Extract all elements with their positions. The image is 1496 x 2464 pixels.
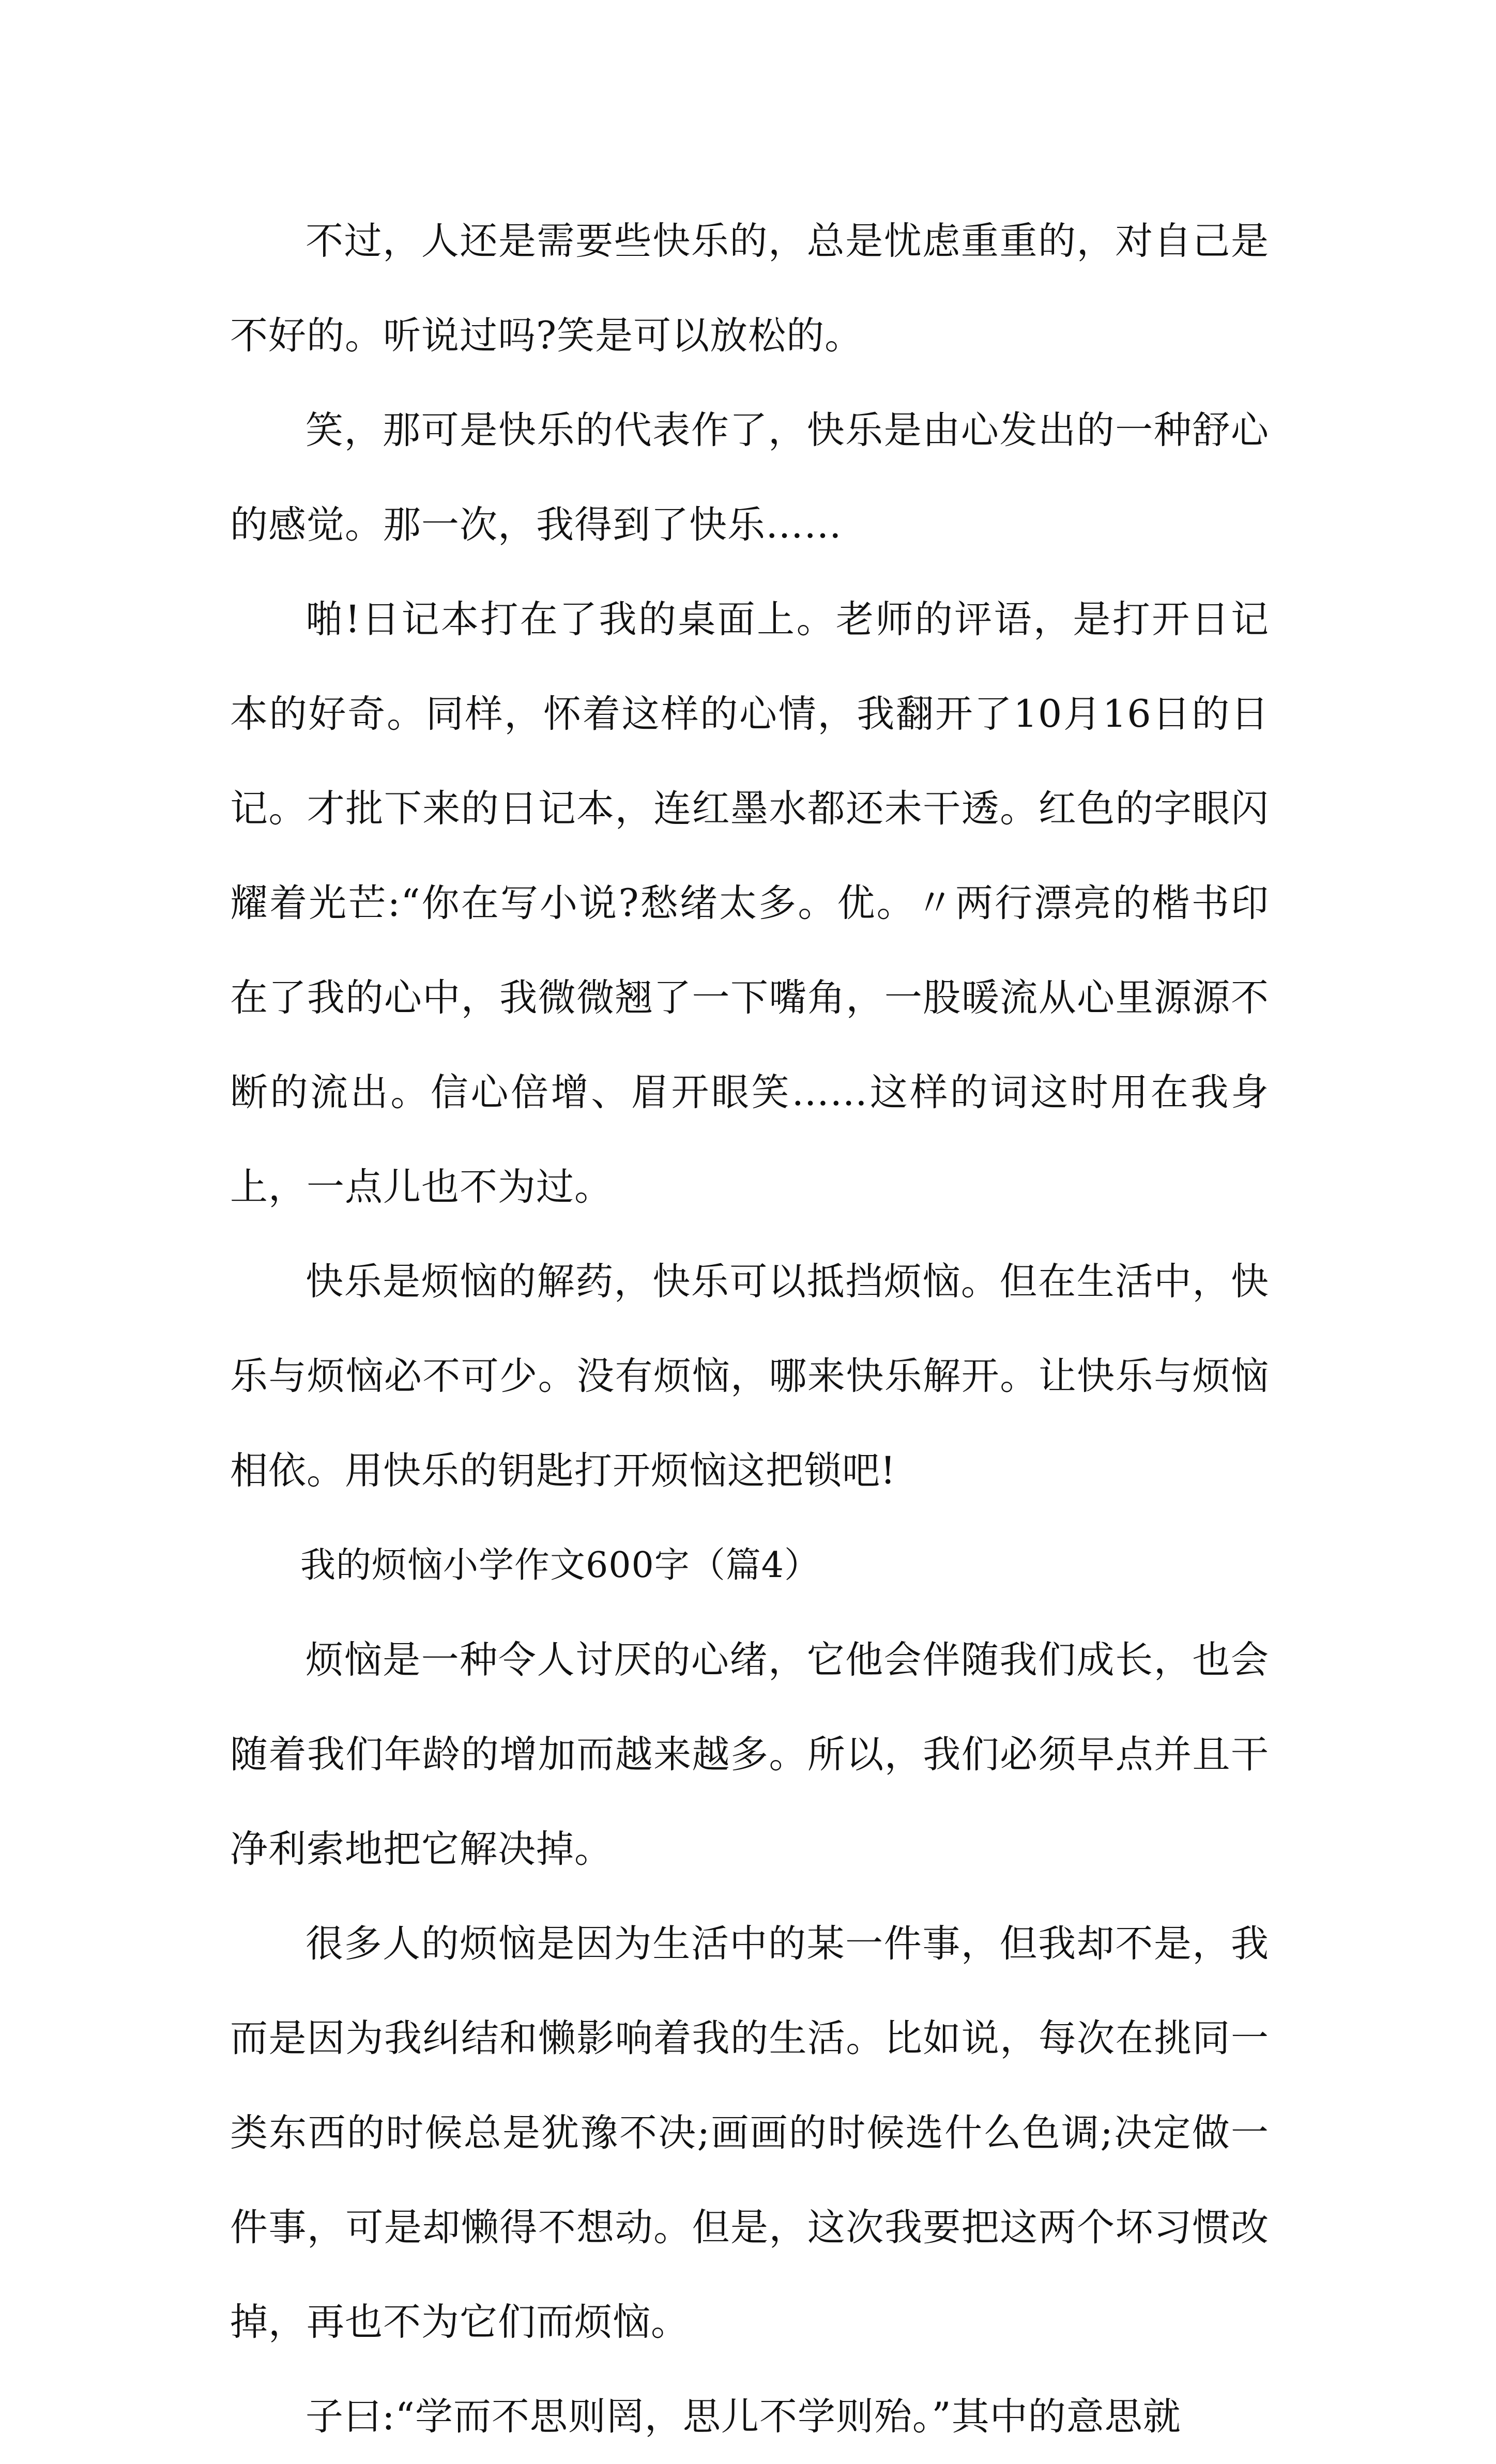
paragraph: 烦恼是一种令人讨厌的心绪，它他会伴随我们成长，也会随着我们年龄的增加而越来越多。所以，我们必须早点并且干净利索地把它解决掉。: [230, 1638, 1269, 1871]
paragraph: 很多人的烦恼是因为生活中的某一件事，但我却不是，我而是因为我纠结和懒影响着我的生活。比如说，每次在挑同一类东西的时候总是犹豫不决;画画的时候选什么色调;决定做一件事，可是却懒得不想动。但是，这次我要把这两个坏习惯改掉，再也不为它们而烦恼。: [230, 1922, 1269, 2344]
document-body: [230, 194, 1269, 2464]
paragraph: 子曰:“学而不思则罔，思儿不学则殆。”其中的意思就: [306, 2395, 1181, 2439]
paragraph: 啪!日记本打在了我的桌面上。老师的评语，是打开日记本的好奇。同样，怀着这样的心情，我翻开了10月16日的日记。才批下来的日记本，连红墨水都还未干透。红色的字眼闪耀着光芒:“你在写小说?愁绪太多。优。〃两行漂亮的楷书印在了我的心中，我微微翘了一下嘴角，一股暖流从心里源源不断的流出。信心倍增、眉开眼笑……这样的词这时用在我身上，一点儿也不为过。: [230, 598, 1269, 1209]
paragraph: 笑，那可是快乐的代表作了，快乐是由心发出的一种舒心的感觉。那一次，我得到了快乐……: [230, 408, 1269, 547]
paragraph: 快乐是烦恼的解药，快乐可以抵挡烦恼。但在生活中，快乐与烦恼必不可少。没有烦恼，哪来快乐解开。让快乐与烦恼相依。用快乐的钥匙打开烦恼这把锁吧!: [230, 1260, 1269, 1493]
paragraph: 不过，人还是需要些快乐的，总是忧虑重重的，对自己是不好的。听说过吗?笑是可以放松的。: [230, 219, 1269, 358]
section-heading: 我的烦恼小学作文600字（篇4）: [300, 1545, 820, 1586]
